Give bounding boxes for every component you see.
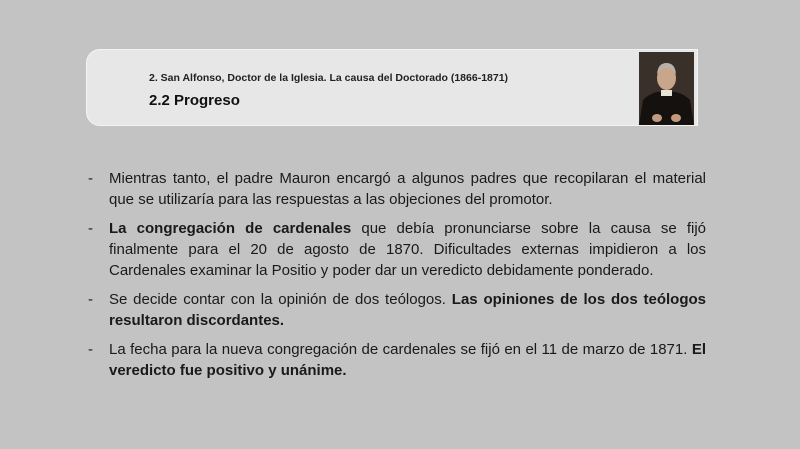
bullet-item: [88, 168, 706, 210]
page-title: 2.2 Progreso: [149, 92, 240, 109]
bullet-item: [88, 339, 706, 381]
section-subtitle: 2. San Alfonso, Doctor de la Iglesia. La causa del Doctorado (1866-1871): [149, 72, 509, 84]
bullet-bold-text: El veredicto fue positivo y unánime.: [109, 341, 706, 379]
bullet-item: [88, 289, 706, 331]
bullet-bold-text: La congregación de cardenales: [109, 220, 352, 237]
bullet-text: que debía pronunciarse sobre la causa se fijó finalmente para el 20 de agosto de 1870. Dificultades externas impidieron a los Cardenales examinar la Positio y poder dar un veredicto debidamente ponderado.: [109, 220, 706, 279]
bullet-text: Se decide contar con la opinión de dos teólogos.: [109, 291, 452, 308]
bullet-item: [88, 218, 706, 281]
bullet-dash: -: [88, 220, 93, 237]
bullet-dash: -: [88, 170, 93, 187]
portrait-image: [639, 52, 694, 125]
header-card: [86, 49, 698, 126]
content-list: [88, 168, 706, 389]
bullet-text: Mientras tanto, el padre Mauron encargó a algunos padres que recopilaran el material que se utilizaría para las respuestas a las objeciones del promotor.: [109, 170, 706, 208]
bullet-dash: -: [88, 291, 93, 308]
bullet-dash: -: [88, 341, 93, 358]
bullet-text: La fecha para la nueva congregación de cardenales se fijó en el 11 de marzo de 1871.: [109, 341, 692, 358]
bullet-bold-text: Las opiniones de los dos teólogos resultaron discordantes.: [109, 291, 706, 329]
